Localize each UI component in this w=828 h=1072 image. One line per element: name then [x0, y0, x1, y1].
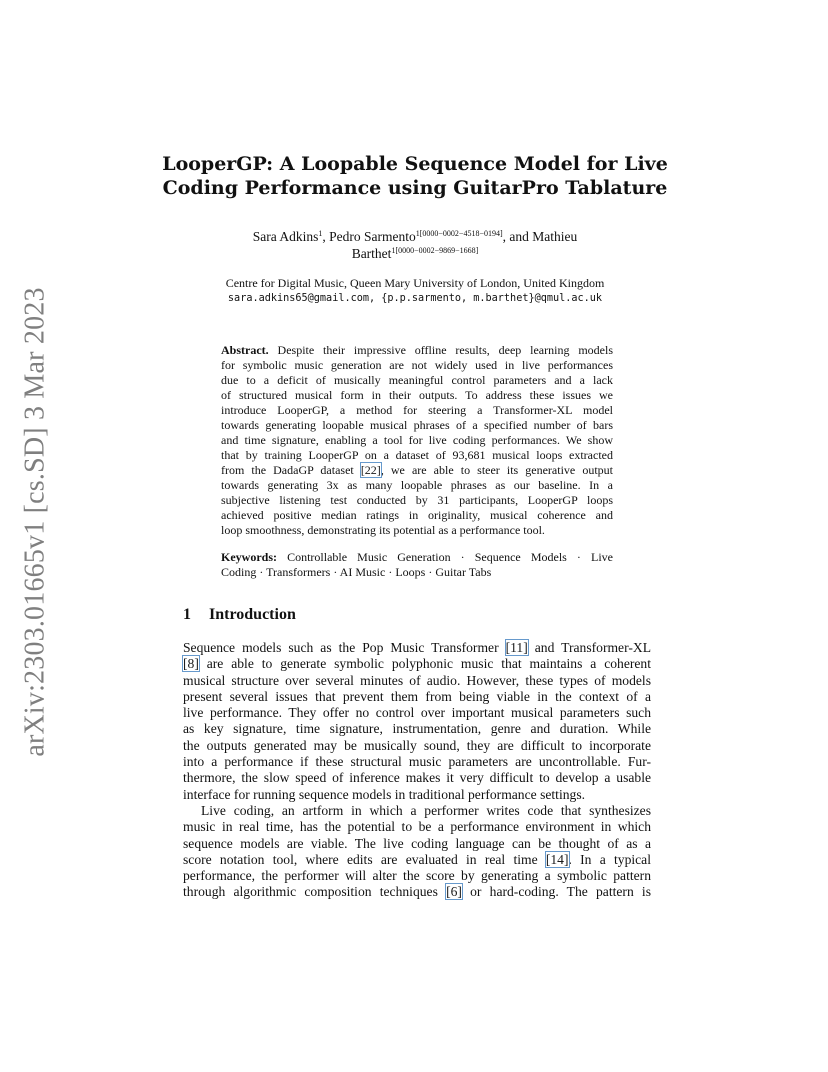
affiliation: Centre for Digital Music, Queen Mary University of London, United Kingdom	[225, 276, 605, 290]
body-line: . In a typical	[568, 851, 651, 867]
affiliation-block	[150, 275, 680, 307]
abstract-line: achieved positive median ratings in originality, musical coherence and	[221, 508, 613, 522]
body-line: Sequence models such as the Pop Music Transformer	[183, 640, 506, 655]
body-line: the outputs generated may be musically sound, they are difficult to incorporate	[183, 737, 651, 753]
body-line: score notation tool, where edits are evaluated in real time	[183, 851, 546, 867]
body-text	[183, 640, 651, 901]
abstract-line: loop smoothness, demonstrating its potential as a performance tool.	[221, 523, 545, 537]
author-2: , Pedro Sarmento	[322, 229, 416, 244]
keywords-label: Keywords:	[221, 550, 277, 564]
abstract-label: Abstract.	[221, 343, 269, 357]
section-heading	[183, 606, 296, 624]
abstract-line: from the DadaGP dataset	[221, 463, 361, 477]
body-line: are able to generate symbolic polyphonic music that maintains a coherent	[198, 656, 651, 672]
body-line: sequence models are viable. The live coding language can be thought of as a	[183, 835, 651, 851]
abstract-line: subjective listening test conducted by 31 participants, LooperGP loops	[221, 493, 613, 507]
abstract-line: towards generating 3x as many loopable phrases as our baseline. In a	[221, 478, 613, 492]
citation-link-22[interactable]: [22]	[360, 463, 381, 477]
author-1-affil: 1	[318, 229, 323, 238]
author-3-prefix: , and Mathieu	[502, 229, 578, 244]
body-line: as key signature, time signature, instrumentation, genre and duration. While	[183, 721, 651, 737]
citation-link-8[interactable]: [8]	[183, 656, 199, 672]
body-line: live performance. They offer no control over important musical parameters such	[183, 705, 651, 721]
keywords	[221, 550, 613, 580]
title-line-2: Coding Performance using GuitarPro Tablature	[162, 177, 668, 199]
section-number: 1	[183, 606, 191, 623]
title-line-1: LooperGP: A Loopable Sequence Model for Live	[162, 153, 668, 175]
body-line: music in real time, has the potential to be a performance environment in which	[183, 819, 651, 835]
author-list	[150, 228, 680, 262]
body-line: present several issues that prevent them from being viable in the context of a	[183, 688, 651, 704]
body-line: Live coding, an artform in which a performer writes code that synthesizes	[201, 802, 651, 818]
body-line: performance, the performer will alter the score by generating a symbolic pattern	[183, 868, 651, 884]
body-line: or hard-coding. The pattern is	[461, 884, 651, 900]
abstract-line: introduce LooperGP, a method for steering a Transformer-XL model	[221, 403, 613, 417]
abstract-line: for symbolic music generation are not widely used in live performances	[221, 358, 613, 372]
author-3: Barthet	[351, 246, 392, 261]
abstract-line: Despite their impressive offline results, deep learning models	[268, 343, 613, 357]
paper-title	[150, 152, 680, 200]
abstract-line: that by training LooperGP on a dataset of 93,681 musical loops extracted	[221, 448, 613, 462]
body-line: interface for running sequence models in traditional performance settings.	[183, 786, 586, 802]
body-line: thermore, the slow speed of inference makes it very difficult to develop a usable	[183, 770, 651, 786]
citation-link-14[interactable]: [14]	[545, 851, 569, 867]
author-3-orcid: 1[0000−0002−9869−1668]	[391, 246, 479, 255]
section-title: Introduction	[209, 606, 296, 623]
body-line: into a performance if these structural music parameters are uncontrollable. Fur-	[183, 754, 651, 770]
keywords-line-1: Controllable Music Generation · Sequence Models · Live	[277, 550, 613, 564]
abstract-line: due to a deficit of musically meaningful control parameters and a lack	[221, 373, 613, 387]
citation-link-11[interactable]: [11]	[505, 640, 528, 655]
body-line: musical structure over several minutes of audio. However, these types of models	[183, 672, 651, 688]
abstract	[221, 343, 613, 538]
author-2-orcid: 1[0000−0002−4518−0194]	[415, 229, 503, 238]
body-line: and Transformer-XL	[527, 640, 651, 655]
abstract-line-tail: , we are able to steer its generative output	[380, 463, 613, 477]
arxiv-identifier-stamp	[12, 287, 60, 757]
body-line: through algorithmic composition techniques	[183, 884, 447, 900]
keywords-line-2: Coding · Transformers · AI Music · Loops · Guitar Tabs	[221, 565, 492, 579]
abstract-line: of structured musical form in their outputs. To address these issues we	[221, 388, 613, 402]
arxiv-id-text: arXiv:2303.01665v1 [cs.SD] 3 Mar 2023	[20, 287, 52, 757]
abstract-line: and time signature, enabling a tool for live coding performances. We show	[221, 433, 613, 447]
citation-link-6[interactable]: [6]	[446, 884, 462, 900]
author-1: Sara Adkins	[252, 229, 319, 244]
author-emails: sara.adkins65@gmail.com, {p.p.sarmento, m.barthet}@qmul.ac.uk	[227, 293, 603, 304]
abstract-line: towards generating loopable musical phrases of a specified number of bars	[221, 418, 613, 432]
